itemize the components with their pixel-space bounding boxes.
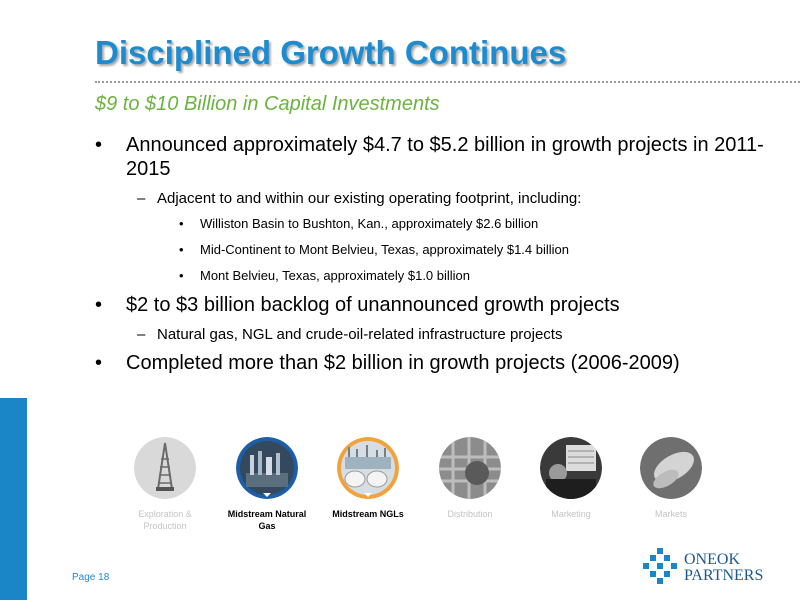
slide-subtitle: $9 to $10 Billion in Capital Investments xyxy=(95,93,440,115)
segment-label-exploration: Exploration & Production xyxy=(138,509,192,531)
midstream-ngls-image xyxy=(337,437,399,499)
midstream-natural-gas-image xyxy=(236,437,298,499)
bullet-1-item-3 xyxy=(95,267,785,284)
bullet-1-sub-text: Adjacent to and within our existing operating footprint, including: xyxy=(157,190,582,207)
bullet-1-item-1 xyxy=(95,215,785,232)
markets-image xyxy=(640,437,702,499)
dash-icon: – xyxy=(137,326,146,343)
bullet-3 xyxy=(95,351,785,375)
bullet-1-text: Announced approximately $4.7 to $5.2 billion in growth projects in 2011-2015 xyxy=(126,134,764,180)
bullet-3-text: Completed more than $2 billion in growth projects (2006-2009) xyxy=(126,352,680,374)
segment-label-midstream-ngls: Midstream NGLs xyxy=(332,509,404,519)
bullet-dot-icon: • xyxy=(95,352,103,374)
bullet-list xyxy=(95,133,785,383)
title-divider xyxy=(95,81,800,83)
bullet-1-item-text: Mont Belvieu, Texas, approximately $1.0 billion xyxy=(200,268,471,283)
bullet-2-sub-text: Natural gas, NGL and crude-oil-related infrastructure projects xyxy=(157,326,563,343)
bullet-1-item-text: Mid-Continent to Mont Belvieu, Texas, approximately $1.4 billion xyxy=(200,242,570,257)
bullet-2-sub xyxy=(95,325,785,344)
segment-label-markets: Markets xyxy=(654,509,687,519)
oneok-diamond-icon xyxy=(640,546,680,586)
left-accent-bar xyxy=(0,398,27,600)
slide-title: Disciplined Growth Continues xyxy=(95,34,567,71)
bullet-1-sub xyxy=(95,189,785,208)
bullet-dot-icon: • xyxy=(95,134,103,156)
segment-label-midstream-gas: Midstream Natural Gas xyxy=(227,509,307,531)
bullet-dot-icon: • xyxy=(179,242,184,257)
bullet-2-text: $2 to $3 billion backlog of unannounced growth projects xyxy=(126,294,620,316)
bullet-dot-icon: • xyxy=(179,216,184,231)
logo-line-1: ONEOK xyxy=(684,551,740,568)
bullet-2 xyxy=(95,293,785,317)
logo-line-2: PARTNERS xyxy=(684,567,764,584)
dash-icon: – xyxy=(137,190,146,207)
bullet-1-item-2 xyxy=(95,241,785,258)
bullet-dot-icon: • xyxy=(95,294,103,316)
bullet-1-item-text: Williston Basin to Bushton, Kan., approximately $2.6 billion xyxy=(200,216,539,231)
exploration-production-image xyxy=(134,437,196,499)
page-number: Page 18 xyxy=(72,572,110,583)
segment-label-marketing: Marketing xyxy=(551,509,591,519)
marketing-image xyxy=(540,437,602,499)
segment-label-distribution: Distribution xyxy=(447,509,493,519)
distribution-image xyxy=(439,437,501,499)
bullet-dot-icon: • xyxy=(179,268,184,283)
bullet-1 xyxy=(95,133,785,181)
logo-wordmark xyxy=(684,552,763,584)
